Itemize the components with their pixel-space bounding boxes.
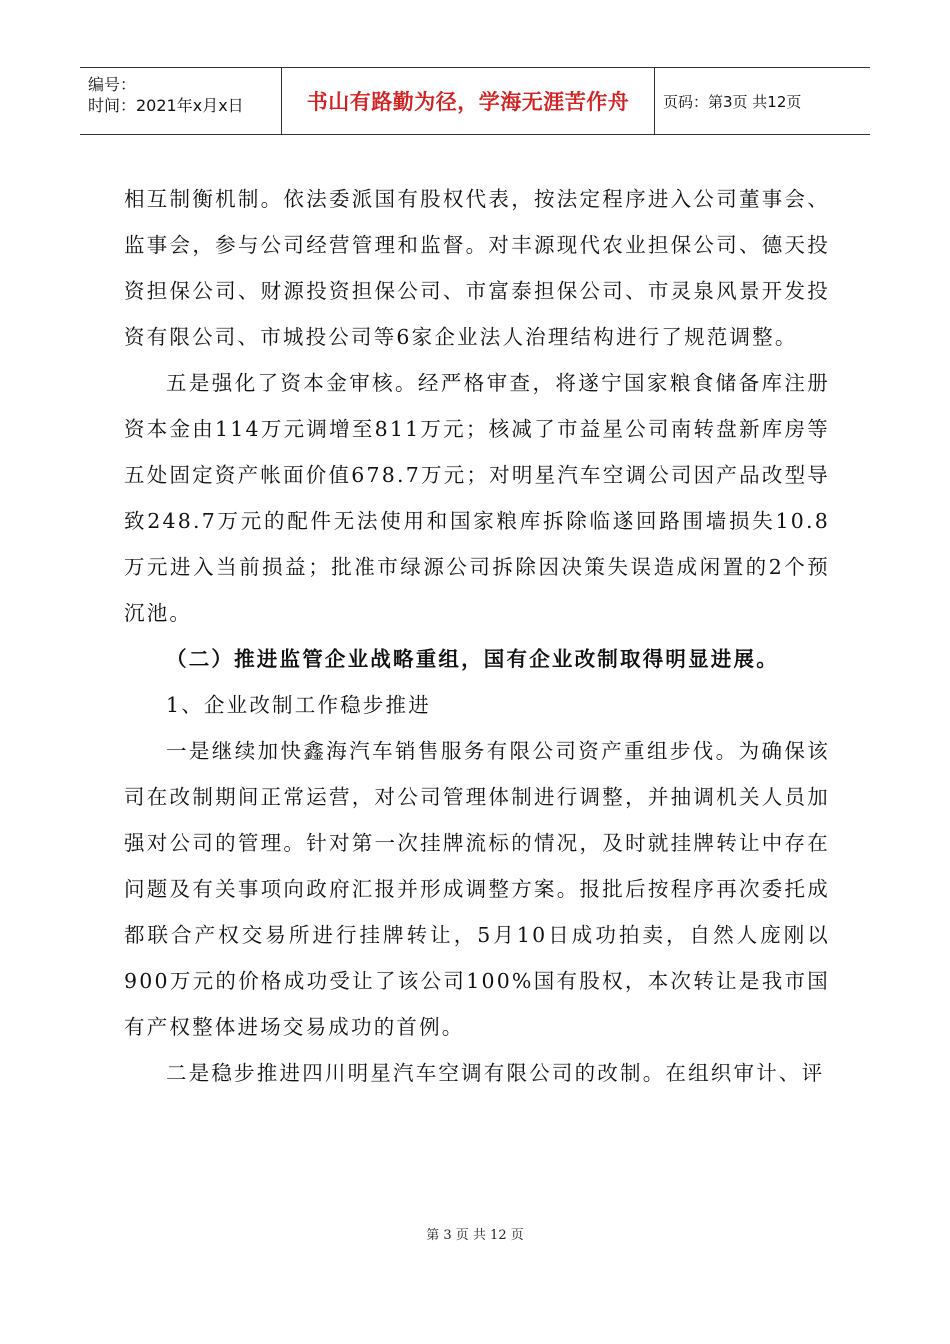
header-meta <box>80 68 282 134</box>
page-footer: 第 3 页 共 12 页 <box>426 1228 524 1243</box>
paragraph-continuation: 相互制衡机制。依法委派国有股权代表，按法定程序进入公司董事会、监事会，参与公司经营管理和监督。对丰源现代农业担保公司、德天投资担保公司、财源投资担保公司、市富泰担保公司、市灵泉风景开发投资有限公司、市城投公司等6家企业法人治理结构进行了规范调整。 <box>124 187 830 349</box>
paragraph-mingxing-reform: 二是稳步推进四川明星汽车空调有限公司的改制。在组织审计、评 <box>166 1061 825 1085</box>
header-motto: 书山有路勤为径，学海无涯苦作舟 <box>282 68 655 134</box>
section-heading: （二）推进监管企业战略重组，国有企业改制取得明显进展。 <box>166 647 779 671</box>
page-header <box>80 67 870 135</box>
document-time-label: 时间：2021年x月x日 <box>88 96 244 115</box>
subsection-heading: 1、企业改制工作稳步推进 <box>166 693 431 717</box>
document-body <box>124 176 830 1096</box>
paragraph-capital-review: 五是强化了资本金审核。经严格审查，将遂宁国家粮食储备库注册资本金由114万元调增至811万元；核减了市益星公司南转盘新库房等五处固定资产帐面价值678.7万元；对明星汽车空调公司因产品改型导致248.7万元的配件无法使用和国家粮库拆除临遂回路围墙损失10.8万元进入当前损益；批准市绿源公司拆除因决策失误造成闲置的2个预沉池。 <box>124 371 830 625</box>
paragraph-xinhai-restructure: 一是继续加快鑫海汽车销售服务有限公司资产重组步伐。为确保该司在改制期间正常运营，对公司管理体制进行调整，并抽调机关人员加强对公司的管理。针对第一次挂牌流标的情况，及时就挂牌转让中存在问题及有关事项向政府汇报并形成调整方案。报批后按程序再次委托成都联合产权交易所进行挂牌转让，5月10日成功拍卖，自然人庞刚以900万元的价格成功受让了该公司100%国有股权，本次转让是我市国有产权整体进场交易成功的首例。 <box>124 739 830 1039</box>
document-number-label: 编号： <box>88 75 137 94</box>
header-page-code: 页码：第3页 共12页 <box>663 92 802 111</box>
